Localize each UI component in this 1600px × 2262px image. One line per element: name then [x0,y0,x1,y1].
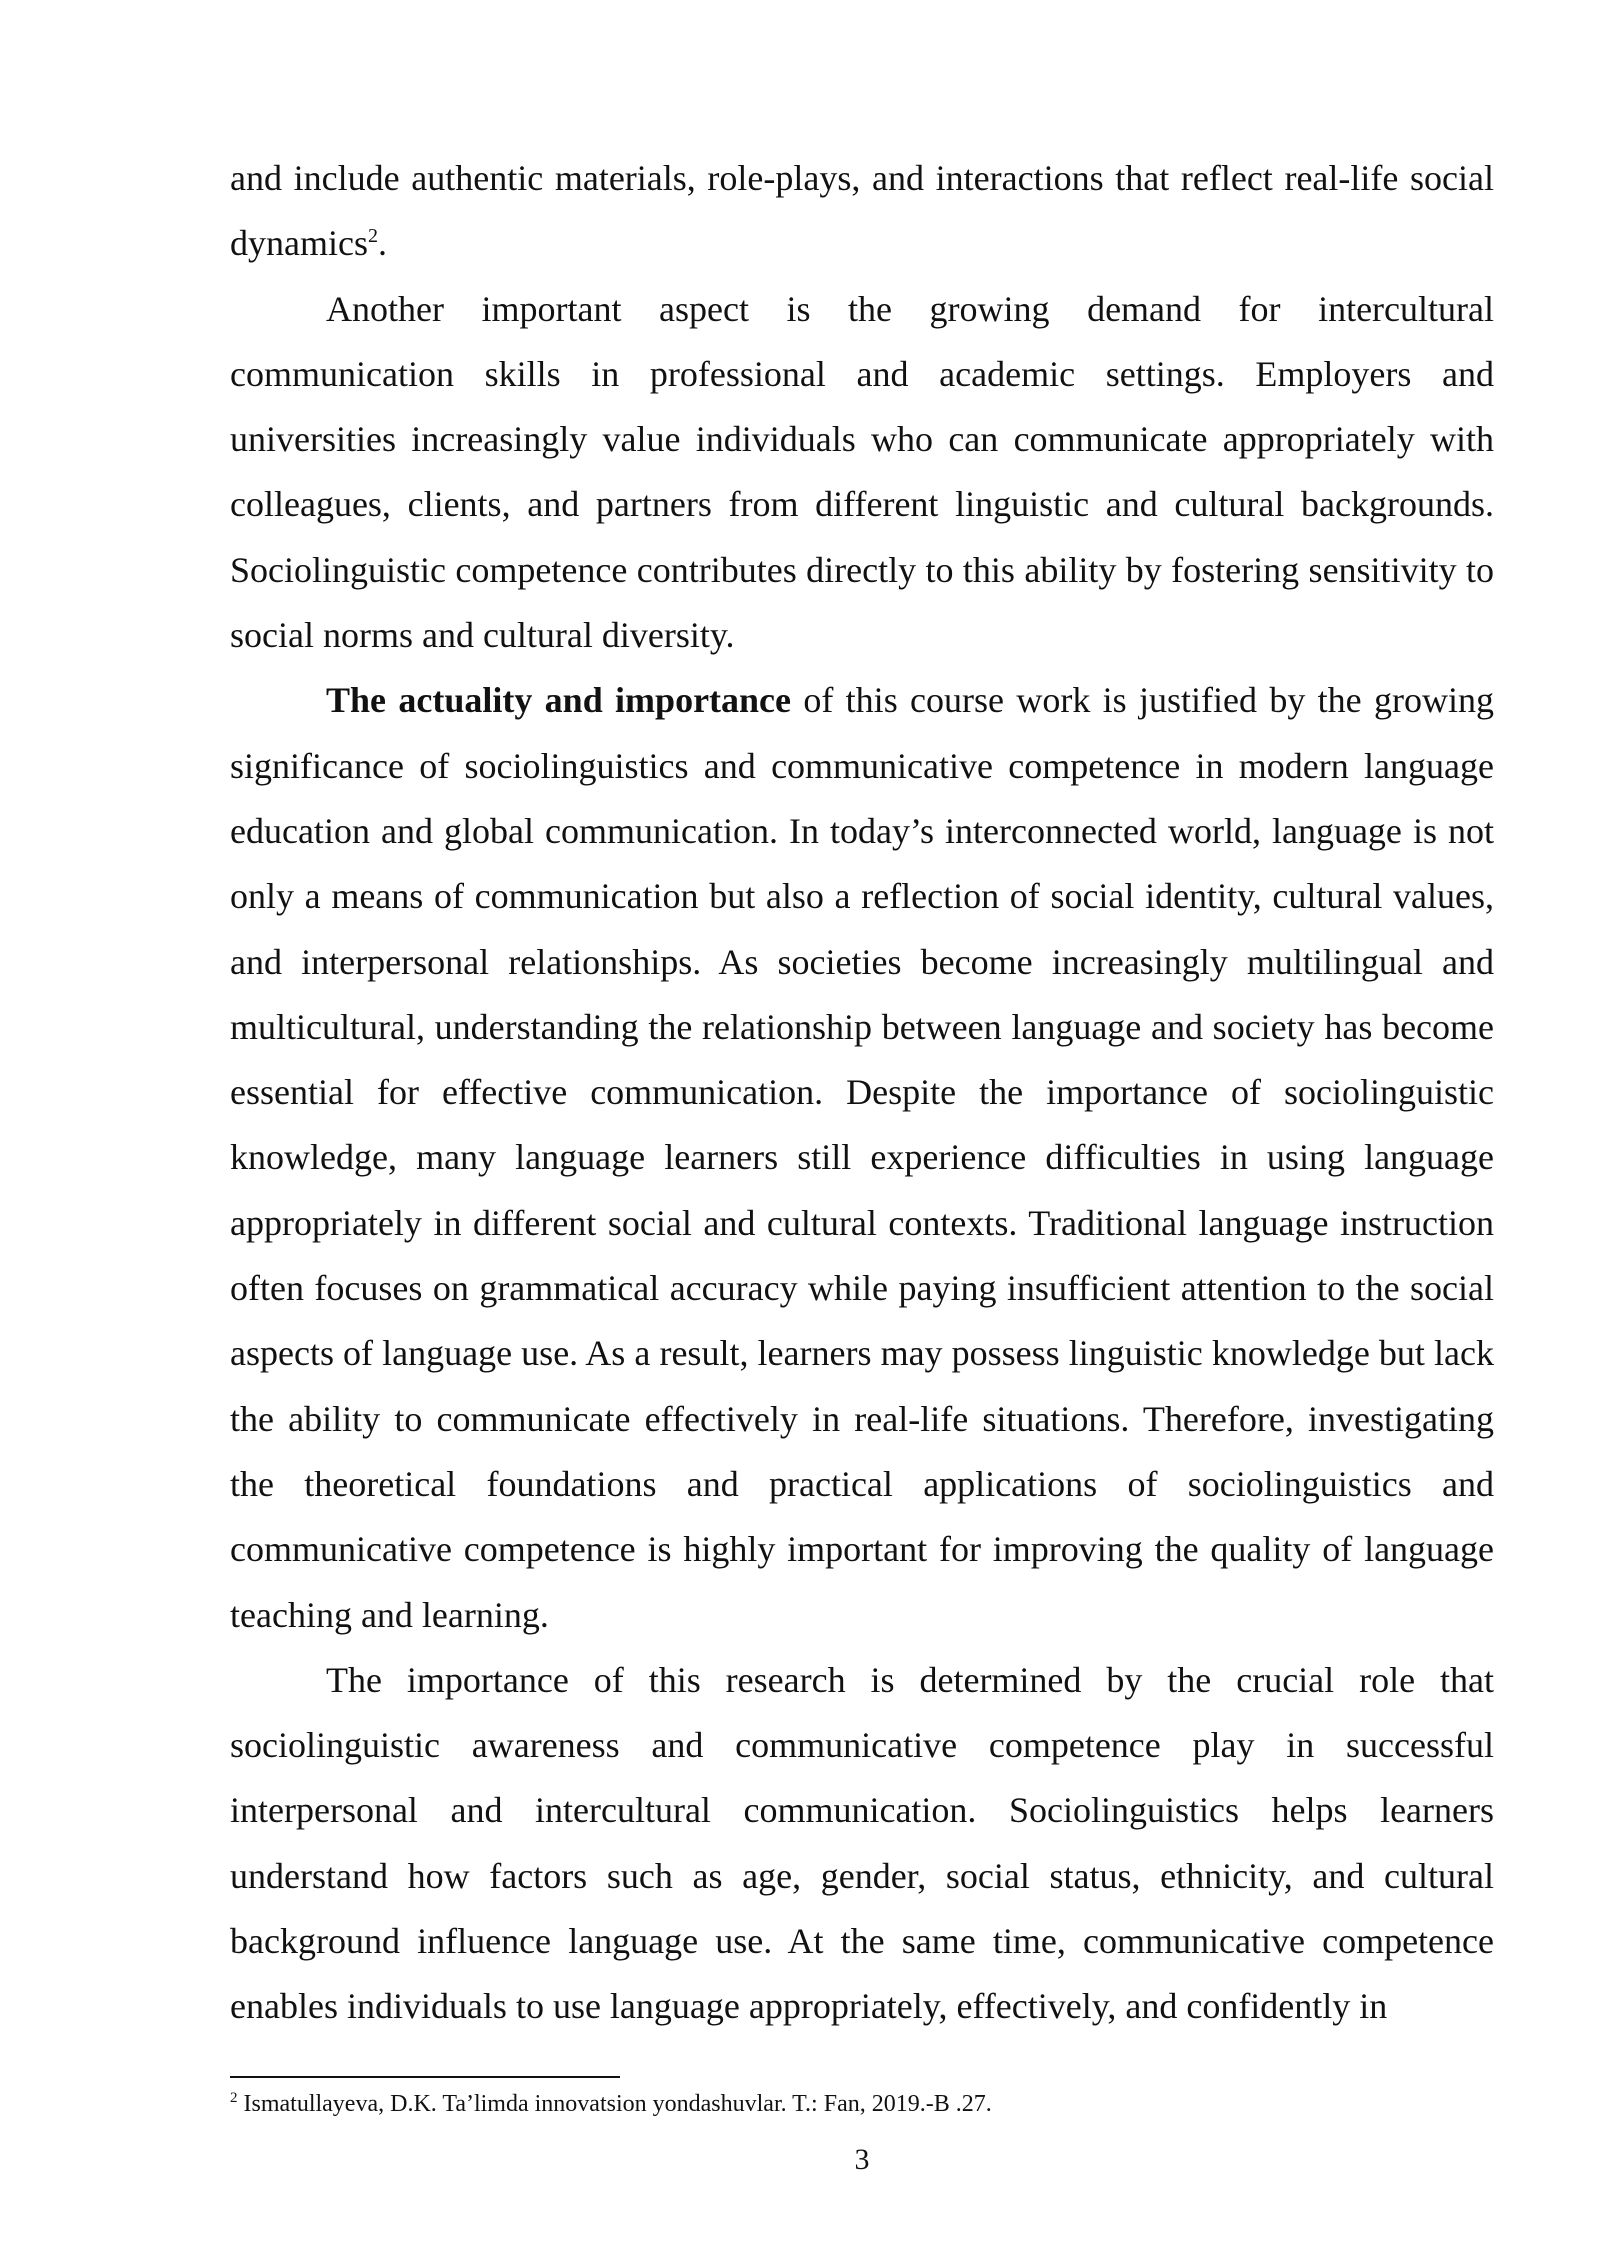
paragraph-continuation [230,146,1494,277]
body-text [230,146,1494,2040]
paragraph-text: The importance of this research is determined by the crucial role that sociolinguistic awareness and communicative competence play in successful interpersonal and intercultural communication. Sociolinguistics helps learners understand how factors such as age, gender, social status, ethnicity, and cultural background influence language use. At the same time, communicative competence enables individuals to use language appropriately, effectively, and confidently in [230,1659,1494,2027]
footnote-reference[interactable]: 2 [367,225,378,248]
page-number: 3 [854,2143,870,2176]
footnote-separator [230,2076,620,2078]
paragraph-end-punctuation: . [377,223,387,264]
paragraph-text: and include authentic materials, role-plays, and interactions that reflect real-life social dynamics [230,158,1494,264]
paragraph-actuality [230,668,1494,1647]
footnote [230,2086,1494,2122]
paragraph-text: of this course work is justified by the growing significance of sociolinguistics and communicative competence in modern language education and global communication. In today’s interconnected world, language is not only a means of communication but also a reflection of social identity, cultural values, and interpersonal relationships. As societies become increasingly multilingual and multicultural, understanding the relationship between language and society has become essential for effective communication. Despite the importance of sociolinguistic knowledge, many language learners still experience difficulties in using language appropriately in different social and cultural contexts. Traditional language instruction often focuses on grammatical accuracy while paying insufficient attention to the social aspects of language use. As a result, learners may possess linguistic knowledge but lack the ability to communicate effectively in real-life situations. Therefore, investigating the theoretical foundations and practical applications of sociolinguistics and communicative competence is highly important for improving the quality of language teaching and learning. [230,680,1494,1635]
footnote-marker: 2 [230,2090,238,2106]
bold-lead-phrase: The actuality and importance [326,680,792,721]
footnote-text: Ismatullayeva, D.K. Ta’limda innovatsion yondashuvlar. T.: Fan, 2019.-B .27. [237,2091,992,2117]
paragraph-text: Another important aspect is the growing demand for intercultural communication skills in professional and academic settings. Employers and universities increasingly value individuals who can communicate appropriately with colleagues, clients, and partners from different linguistic and cultural backgrounds. Sociolinguistic competence contributes directly to this ability by fostering sensitivity to social norms and cultural diversity. [230,288,1494,656]
paragraph-intercultural-skills [230,277,1494,669]
paragraph-research-importance [230,1648,1494,2040]
